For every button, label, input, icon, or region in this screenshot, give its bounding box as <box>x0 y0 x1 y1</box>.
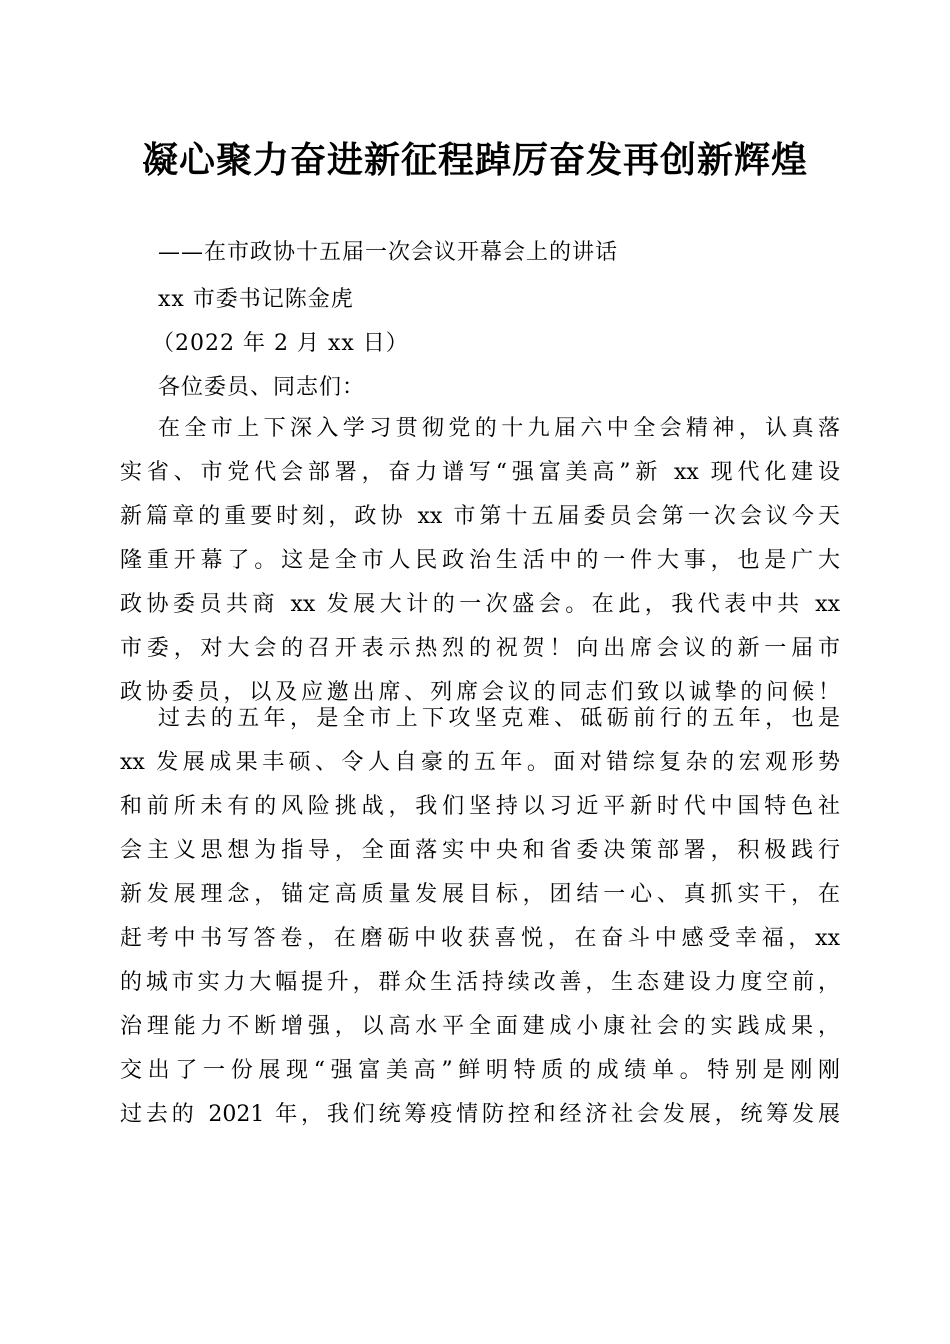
paragraph-line: 交出了一份展现“强富美高”鲜明特质的成绩单。特别是刚刚 <box>120 1058 840 1083</box>
paragraph-line: 赶考中书写答卷，在磨砺中收获喜悦，在奋斗中感受幸福，xx <box>120 926 840 951</box>
document-salutation: 各位委员、同志们： <box>158 375 366 400</box>
document-date: （2022 年 2 月 xx 日） <box>152 331 409 356</box>
paragraph-line: 会主义思想为指导，全面落实中央和省委决策部署，积极践行 <box>120 838 840 863</box>
paragraph-line: xx 发展成果丰硕、令人自豪的五年。面对错综复杂的宏观形势 <box>120 750 840 775</box>
body-paragraph-1 <box>120 407 840 715</box>
paragraph-line: 新篇章的重要时刻，政协 xx 市第十五届委员会第一次会议今天 <box>120 504 840 529</box>
paragraph-line: 新发展理念，锚定高质量发展目标，团结一心、真抓实干，在 <box>120 882 840 907</box>
body-paragraph-2 <box>120 697 840 1137</box>
paragraph-line: 在全市上下深入学习贯彻党的十九届六中全会精神，认真落 <box>158 416 840 441</box>
document-author: xx 市委书记陈金虎 <box>158 287 354 312</box>
paragraph-line: 过去的 2021 年，我们统筹疫情防控和经济社会发展，统筹发展 <box>120 1102 840 1127</box>
paragraph-line: 隆重开幕了。这是全市人民政治生活中的一件大事，也是广大 <box>120 548 840 573</box>
document-title: 凝心聚力奋进新征程踔厉奋发再创新辉煌 <box>141 139 808 181</box>
paragraph-line: 市委，对大会的召开表示热烈的祝贺！向出席会议的新一届市 <box>120 636 840 661</box>
paragraph-line: 过去的五年，是全市上下攻坚克难、砥砺前行的五年，也是 <box>158 706 840 731</box>
paragraph-line: 实省、市党代会部署，奋力谱写“强富美高”新 xx 现代化建设 <box>120 460 840 485</box>
paragraph-line: 治理能力不断增强，以高水平全面建成小康社会的实践成果， <box>120 1014 840 1039</box>
paragraph-line: 和前所未有的风险挑战，我们坚持以习近平新时代中国特色社 <box>120 794 840 819</box>
document-subtitle: ——在市政协十五届一次会议开幕会上的讲话 <box>158 240 619 265</box>
paragraph-line: 政协委员，以及应邀出席、列席会议的同志们致以诚挚的问候！ <box>120 680 840 705</box>
paragraph-line: 的城市实力大幅提升，群众生活持续改善，生态建设力度空前， <box>120 970 840 995</box>
paragraph-line: 政协委员共商 xx 发展大计的一次盛会。在此，我代表中共 xx <box>120 592 840 617</box>
